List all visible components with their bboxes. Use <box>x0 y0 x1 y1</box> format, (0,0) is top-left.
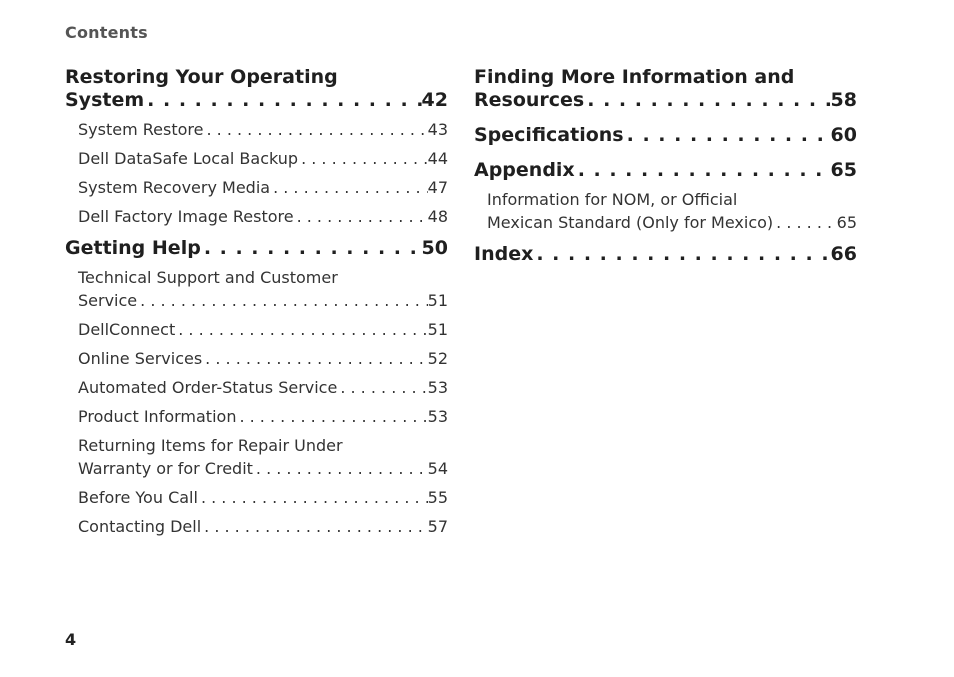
toc-section-title: Resources <box>474 89 585 111</box>
toc-item[interactable] <box>65 405 448 428</box>
toc-page-number: 55 <box>427 488 448 507</box>
toc-item[interactable] <box>65 147 448 170</box>
dot-leader <box>294 205 428 228</box>
toc-section-entry[interactable] <box>474 243 857 266</box>
toc-section-entry[interactable] <box>65 237 448 260</box>
dot-leader <box>253 457 428 480</box>
dot-leader <box>584 89 830 112</box>
toc-item-label-line[interactable]: Information for NOM, or Official <box>487 190 738 209</box>
dot-leader <box>201 237 422 260</box>
toc-page-number: 65 <box>830 159 857 181</box>
dot-leader <box>137 289 428 312</box>
toc-item-label: System Restore <box>78 120 204 139</box>
toc-section-title: Appendix <box>474 159 575 181</box>
toc-page-number: 66 <box>830 243 857 265</box>
dot-leader <box>624 124 831 147</box>
toc-item[interactable] <box>65 205 448 228</box>
toc-page-number: 48 <box>427 207 448 226</box>
toc-right-column <box>474 66 857 266</box>
toc-item[interactable] <box>65 118 448 141</box>
toc-page-number: 54 <box>427 459 448 478</box>
toc-page-number: 53 <box>427 407 448 426</box>
dot-leader <box>575 159 831 182</box>
dot-leader <box>236 405 427 428</box>
toc-item[interactable] <box>65 347 448 370</box>
toc-section-title: Index <box>474 243 534 265</box>
toc-page-number: 60 <box>830 124 857 146</box>
toc-section-title: Getting Help <box>65 237 201 259</box>
toc-page-number: 44 <box>427 149 448 168</box>
toc-item-label: Service <box>78 291 138 310</box>
toc-item-label: Warranty or for Credit <box>78 459 253 478</box>
toc-left-column <box>65 66 448 538</box>
toc-item-label-line[interactable]: Returning Items for Repair Under <box>78 436 343 455</box>
dot-leader <box>201 515 428 538</box>
toc-item[interactable] <box>65 457 448 480</box>
toc-item[interactable] <box>65 515 448 538</box>
toc-section-title: System <box>65 89 145 111</box>
toc-section-entry[interactable] <box>474 89 857 112</box>
toc-section-title-line[interactable]: Restoring Your Operating <box>65 66 338 88</box>
toc-page-number: 51 <box>427 320 448 339</box>
dot-leader <box>337 376 427 399</box>
toc-page-number: 58 <box>830 89 857 111</box>
dot-leader <box>198 486 428 509</box>
dot-leader <box>203 118 427 141</box>
toc-section-title: Specifications <box>474 124 624 146</box>
dot-leader <box>298 147 428 170</box>
dot-leader <box>533 243 830 266</box>
toc-section-entry[interactable] <box>474 124 857 147</box>
toc-item-label-line[interactable]: Technical Support and Customer <box>78 268 338 287</box>
toc-item[interactable] <box>65 289 448 312</box>
toc-page-number: 65 <box>836 213 857 232</box>
page-header: Contents <box>65 23 148 42</box>
dot-leader <box>270 176 428 199</box>
dot-leader <box>175 318 427 341</box>
toc-item[interactable] <box>65 176 448 199</box>
toc-item-label: Automated Order-Status Service <box>78 378 338 397</box>
toc-item-label: Dell DataSafe Local Backup <box>78 149 299 168</box>
toc-item-label: DellConnect <box>78 320 176 339</box>
page-number: 4 <box>65 630 77 649</box>
toc-item[interactable] <box>65 376 448 399</box>
toc-item-label: Contacting Dell <box>78 517 202 536</box>
toc-section-entry[interactable] <box>65 89 448 112</box>
toc-item-label: Before You Call <box>78 488 198 507</box>
toc-item-label: Dell Factory Image Restore <box>78 207 294 226</box>
toc-item-label: System Recovery Media <box>78 178 271 197</box>
dot-leader <box>144 89 421 112</box>
toc-item-label: Product Information <box>78 407 237 426</box>
toc-page-number: 42 <box>421 89 448 111</box>
toc-page-number: 52 <box>427 349 448 368</box>
toc-page-number: 43 <box>427 120 448 139</box>
toc-item[interactable] <box>65 318 448 341</box>
toc-section-entry[interactable] <box>474 159 857 182</box>
dot-leader <box>773 211 836 234</box>
toc-page-number: 50 <box>421 237 448 259</box>
toc-item[interactable] <box>65 486 448 509</box>
toc-item-label: Online Services <box>78 349 203 368</box>
toc-page-number: 51 <box>427 291 448 310</box>
toc-section-title-line[interactable]: Finding More Information and <box>474 66 795 88</box>
toc-page-number: 57 <box>427 517 448 536</box>
toc-item[interactable] <box>474 211 857 234</box>
toc-item-label: Mexican Standard (Only for Mexico) <box>487 213 774 232</box>
toc-page-number: 47 <box>427 178 448 197</box>
toc-page-number: 53 <box>427 378 448 397</box>
dot-leader <box>202 347 427 370</box>
